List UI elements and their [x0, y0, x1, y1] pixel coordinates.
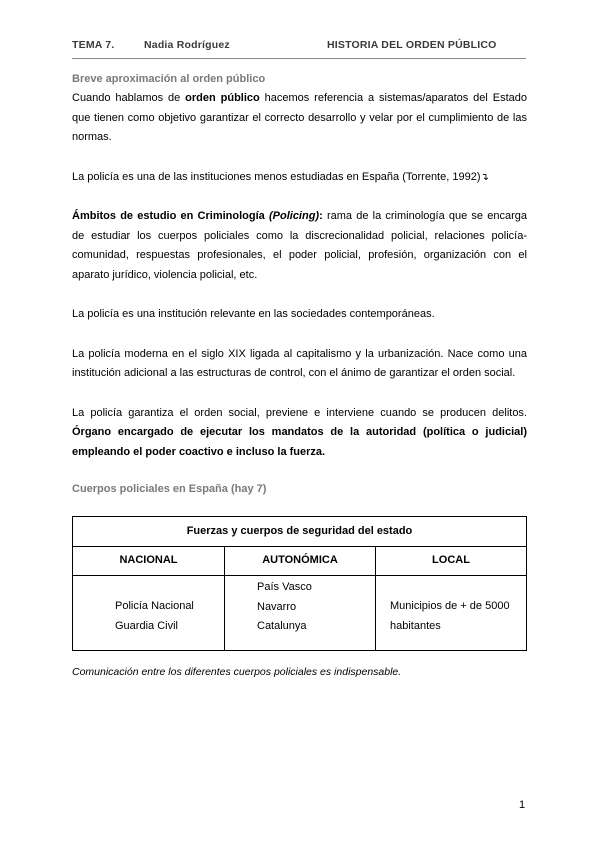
page-header: [72, 36, 524, 52]
paragraph-siglo-xix: La policía moderna en el siglo XIX ligada al capitalismo y la urbanización. Nace como una institución adicional a las estructuras de control, con el ánimo de garantizar el orden social.: [72, 347, 527, 379]
table-header-nacional: NACIONAL: [73, 547, 225, 576]
p6-text: La policía garantiza el orden social, previene e interviene cuando se producen delitos.: [72, 406, 527, 419]
section-title-orden-publico: Breve aproximación al orden público: [72, 73, 266, 85]
header-tema: TEMA 7.: [72, 39, 115, 51]
list-item: habitantes: [390, 619, 441, 632]
p1-text-after: hacemos referencia a sistemas/aparatos del Estado que tienen como objetivo garantizar el correcto desarrollo y velar por el cumplimiento de las normas.: [72, 92, 527, 143]
p2-text: La policía es una de las instituciones menos estudiadas en España (Torrente, 1992): [72, 170, 481, 183]
p3-policing-term: (Policing): [268, 210, 320, 222]
table-cell-autonomica: [225, 576, 376, 651]
header-title: HISTORIA DEL ORDEN PÚBLICO: [327, 39, 497, 51]
header-author: Nadia Rodríguez: [144, 39, 230, 51]
list-item: Navarro: [257, 600, 297, 613]
p3-rest: rama de la criminología que se encarga de estudiar los cuerpos policiales como la discrecionalidad policial, relaciones policía-comunidad, respuestas profesionales, el poder policial, profesión, organización con el aparato jurídico, violencia policial, etc.: [72, 210, 527, 281]
police-forces-table: [72, 516, 527, 651]
list-item: Municipios de + de 5000: [390, 600, 510, 612]
list-item: Catalunya: [257, 620, 307, 632]
section-title-cuerpos: Cuerpos policiales en España (hay 7): [72, 483, 267, 495]
table-header-local: LOCAL: [376, 547, 527, 576]
p1-bold-term: orden público: [185, 92, 260, 104]
local-list: [376, 578, 526, 636]
paragraph-organo: [72, 404, 527, 463]
paragraph-relevancia: La policía es una institución relevante en las sociedades contemporáneas.: [72, 308, 435, 320]
table-cell-nacional: [73, 576, 225, 651]
table-header-autonomica: AUTONÓMICA: [225, 547, 376, 576]
p3-colon: :: [319, 210, 323, 222]
autonomica-list: [225, 578, 375, 637]
table-cell-local: [376, 576, 527, 651]
list-item: Guardia Civil: [115, 619, 178, 632]
nacional-list: [73, 578, 224, 636]
p1-text-before: Cuando hablamos de: [72, 92, 186, 104]
paragraph-torrente: [72, 168, 527, 188]
p6-bold-text: Órgano encargado de ejecutar los mandatos de la autoridad (política o judicial) empleando el poder coactivo e incluso la fuerza.: [72, 426, 527, 458]
p3-bold-term: Ámbitos de estudio en Criminología: [72, 210, 269, 222]
paragraph-ambitos: [72, 207, 527, 285]
paragraph-definition: [72, 89, 527, 148]
list-item: País Vasco: [257, 581, 312, 593]
table-caption: Fuerzas y cuerpos de seguridad del estado: [73, 517, 527, 547]
page-content: [72, 70, 527, 683]
list-item: Policía Nacional: [115, 600, 194, 612]
note-comunicacion: Comunicación entre los diferentes cuerpos policiales es indispensable.: [72, 666, 402, 678]
header-divider: [72, 58, 526, 59]
page-number: 1: [519, 799, 526, 811]
return-arrow-icon: ↴: [480, 171, 489, 183]
